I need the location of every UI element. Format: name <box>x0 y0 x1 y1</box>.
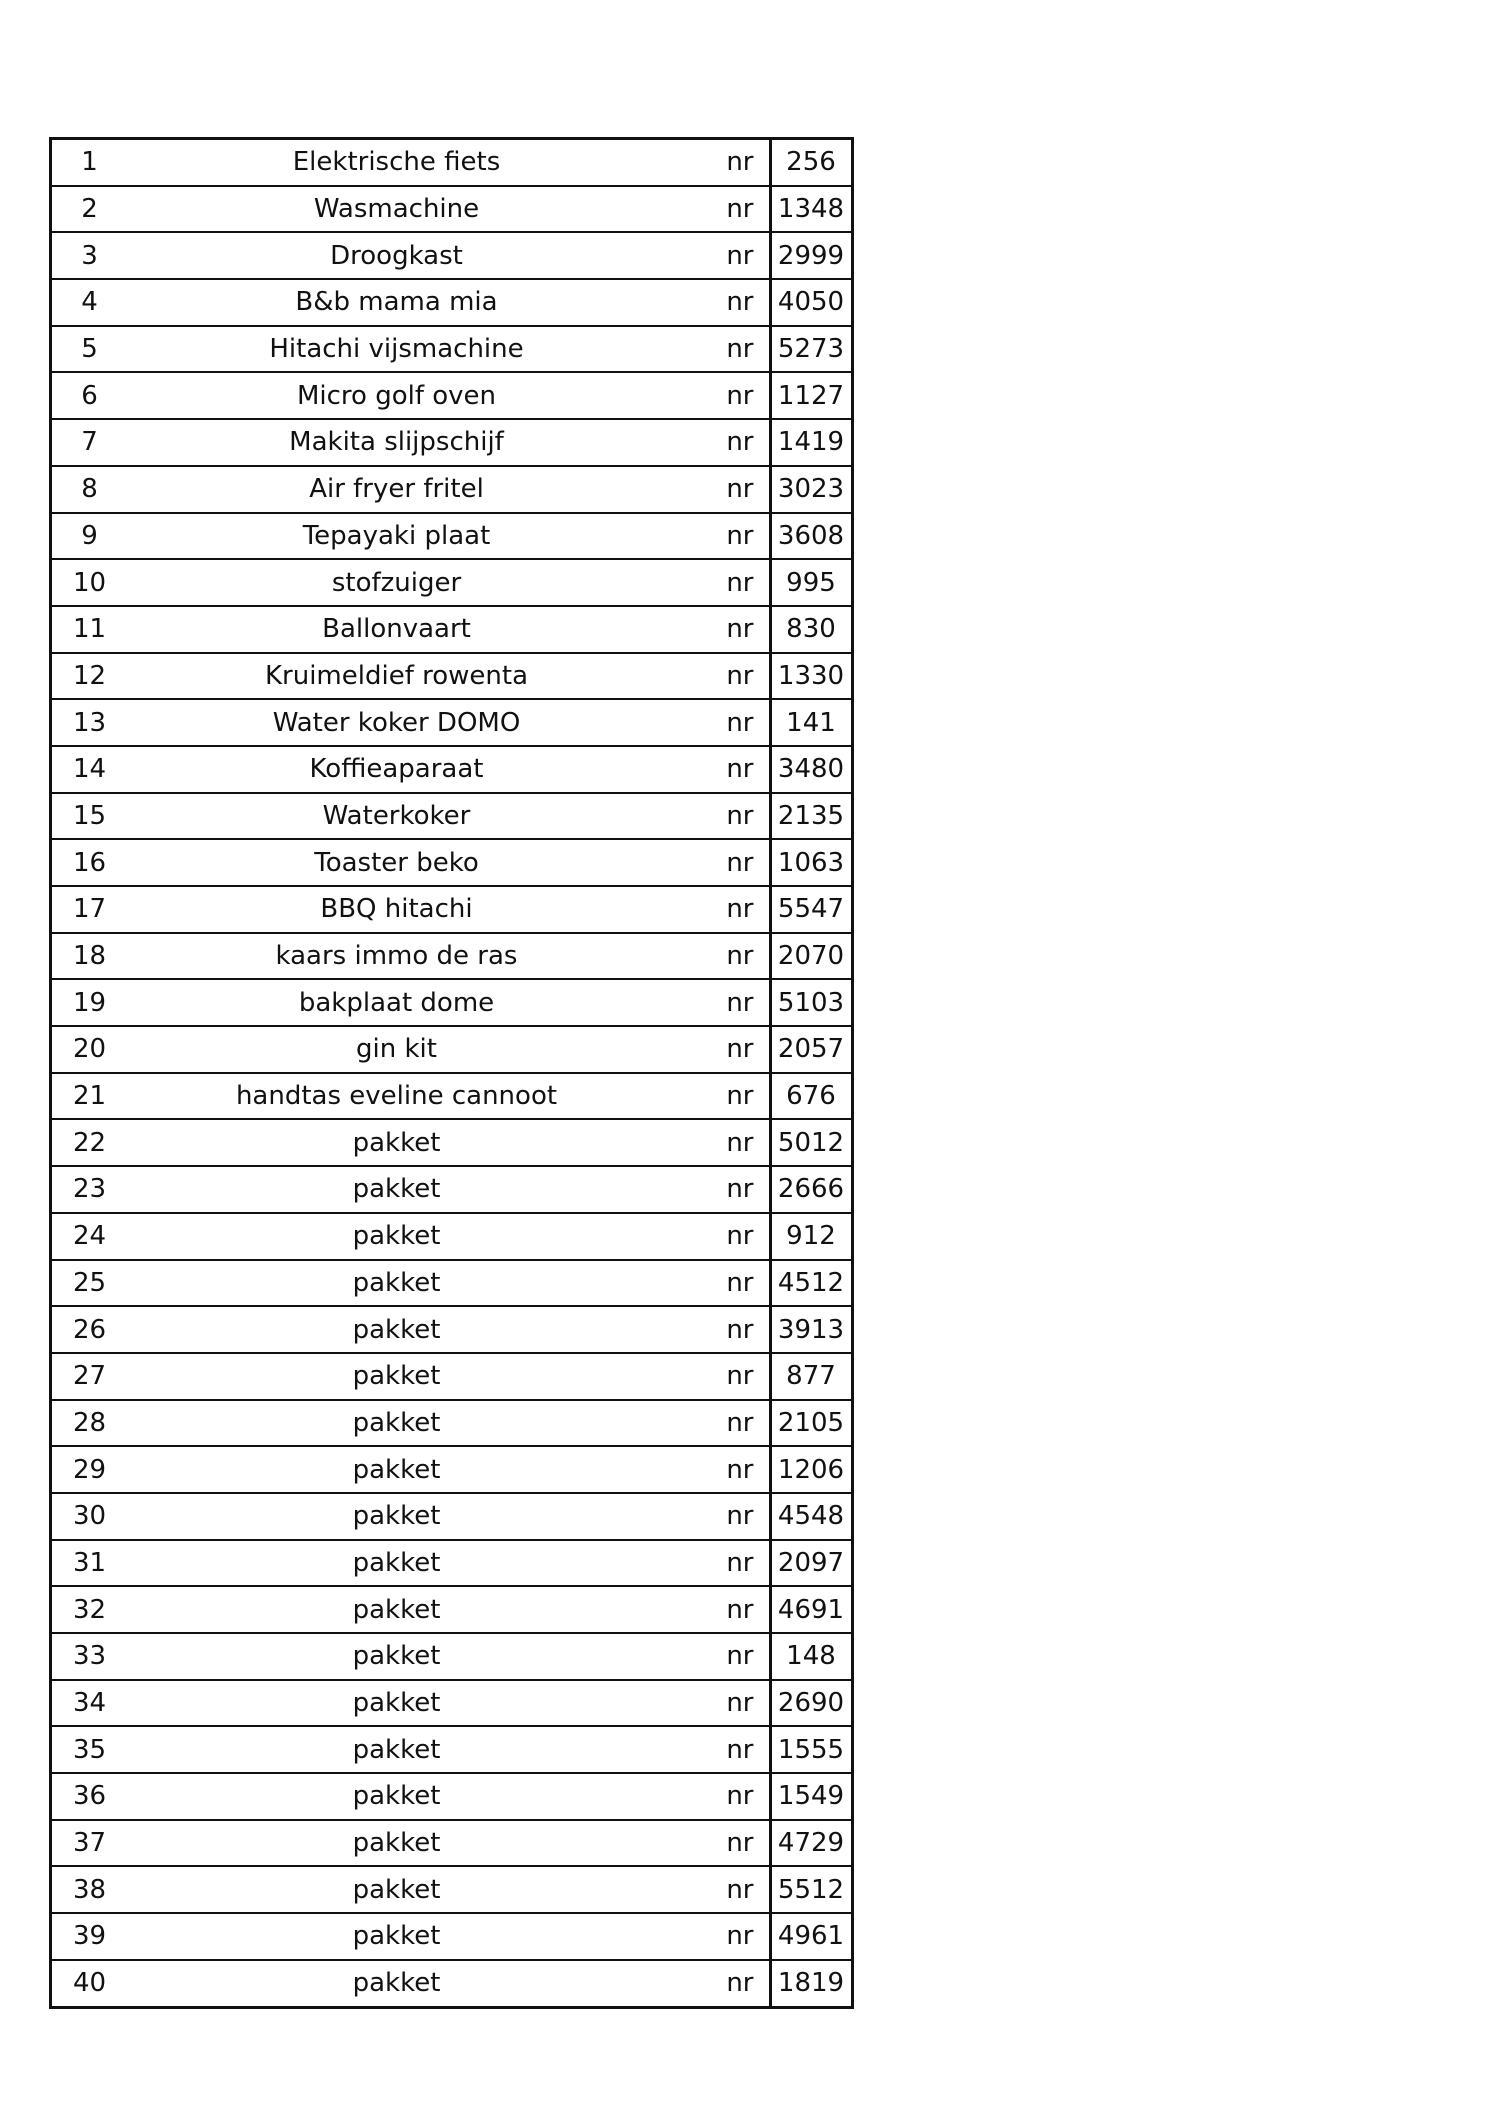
item-name-cell: bakplaat dome <box>127 979 617 1026</box>
ticket-number-cell: 4512 <box>770 1260 852 1307</box>
item-name-cell: pakket <box>127 1166 617 1213</box>
row-number-cell: 19 <box>51 979 128 1026</box>
table-row <box>51 1400 853 1447</box>
item-name-cell: Wasmachine <box>127 186 617 233</box>
table-row <box>51 1306 853 1353</box>
item-name-cell: pakket <box>127 1913 617 1960</box>
unit-cell: nr <box>617 1166 770 1213</box>
unit-cell: nr <box>617 699 770 746</box>
unit-cell: nr <box>617 1960 770 2007</box>
ticket-number-cell: 1063 <box>770 839 852 886</box>
table-row <box>51 1119 853 1166</box>
item-name-cell: pakket <box>127 1353 617 1400</box>
table-row <box>51 606 853 653</box>
ticket-number-cell: 2999 <box>770 232 852 279</box>
item-name-cell: Kruimeldief rowenta <box>127 653 617 700</box>
item-name-cell: kaars immo de ras <box>127 933 617 980</box>
item-name-cell: Air fryer fritel <box>127 466 617 513</box>
table-row <box>51 1026 853 1073</box>
row-number-cell: 34 <box>51 1680 128 1727</box>
row-number-cell: 5 <box>51 326 128 373</box>
row-number-cell: 37 <box>51 1820 128 1867</box>
unit-cell: nr <box>617 559 770 606</box>
item-name-cell: pakket <box>127 1820 617 1867</box>
unit-cell: nr <box>617 1586 770 1633</box>
item-name-cell: Hitachi vijsmachine <box>127 326 617 373</box>
ticket-number-cell: 5012 <box>770 1119 852 1166</box>
table-row <box>51 466 853 513</box>
unit-cell: nr <box>617 513 770 560</box>
table-row <box>51 1493 853 1540</box>
unit-cell: nr <box>617 1400 770 1447</box>
item-name-cell: pakket <box>127 1960 617 2007</box>
row-number-cell: 30 <box>51 1493 128 1540</box>
ticket-number-cell: 141 <box>770 699 852 746</box>
item-name-cell: Ballonvaart <box>127 606 617 653</box>
unit-cell: nr <box>617 1540 770 1587</box>
item-name-cell: stofzuiger <box>127 559 617 606</box>
row-number-cell: 2 <box>51 186 128 233</box>
item-name-cell: Waterkoker <box>127 793 617 840</box>
ticket-number-cell: 3913 <box>770 1306 852 1353</box>
prize-table <box>49 137 854 2009</box>
item-name-cell: Droogkast <box>127 232 617 279</box>
unit-cell: nr <box>617 933 770 980</box>
item-name-cell: BBQ hitachi <box>127 886 617 933</box>
row-number-cell: 11 <box>51 606 128 653</box>
row-number-cell: 39 <box>51 1913 128 1960</box>
item-name-cell: pakket <box>127 1306 617 1353</box>
unit-cell: nr <box>617 1773 770 1820</box>
row-number-cell: 3 <box>51 232 128 279</box>
ticket-number-cell: 3480 <box>770 746 852 793</box>
item-name-cell: B&b mama mia <box>127 279 617 326</box>
unit-cell: nr <box>617 1493 770 1540</box>
ticket-number-cell: 830 <box>770 606 852 653</box>
ticket-number-cell: 676 <box>770 1073 852 1120</box>
table-row <box>51 886 853 933</box>
unit-cell: nr <box>617 139 770 186</box>
table-row <box>51 1166 853 1213</box>
table-row <box>51 1820 853 1867</box>
item-name-cell: gin kit <box>127 1026 617 1073</box>
table-row <box>51 699 853 746</box>
unit-cell: nr <box>617 466 770 513</box>
row-number-cell: 12 <box>51 653 128 700</box>
ticket-number-cell: 4691 <box>770 1586 852 1633</box>
row-number-cell: 28 <box>51 1400 128 1447</box>
item-name-cell: Makita slijpschijf <box>127 419 617 466</box>
row-number-cell: 6 <box>51 372 128 419</box>
row-number-cell: 8 <box>51 466 128 513</box>
ticket-number-cell: 5273 <box>770 326 852 373</box>
ticket-number-cell: 1127 <box>770 372 852 419</box>
table-row <box>51 1073 853 1120</box>
ticket-number-cell: 912 <box>770 1213 852 1260</box>
table-row <box>51 372 853 419</box>
table-row <box>51 186 853 233</box>
item-name-cell: pakket <box>127 1540 617 1587</box>
ticket-number-cell: 877 <box>770 1353 852 1400</box>
unit-cell: nr <box>617 372 770 419</box>
table-row <box>51 559 853 606</box>
row-number-cell: 7 <box>51 419 128 466</box>
unit-cell: nr <box>617 1260 770 1307</box>
unit-cell: nr <box>617 279 770 326</box>
item-name-cell: Micro golf oven <box>127 372 617 419</box>
unit-cell: nr <box>617 1306 770 1353</box>
ticket-number-cell: 5512 <box>770 1866 852 1913</box>
ticket-number-cell: 4729 <box>770 1820 852 1867</box>
table-row <box>51 1353 853 1400</box>
unit-cell: nr <box>617 979 770 1026</box>
table-row <box>51 279 853 326</box>
ticket-number-cell: 4961 <box>770 1913 852 1960</box>
row-number-cell: 9 <box>51 513 128 560</box>
table-row <box>51 419 853 466</box>
table-row <box>51 746 853 793</box>
ticket-number-cell: 2057 <box>770 1026 852 1073</box>
row-number-cell: 21 <box>51 1073 128 1120</box>
row-number-cell: 23 <box>51 1166 128 1213</box>
row-number-cell: 4 <box>51 279 128 326</box>
ticket-number-cell: 256 <box>770 139 852 186</box>
ticket-number-cell: 2105 <box>770 1400 852 1447</box>
unit-cell: nr <box>617 886 770 933</box>
ticket-number-cell: 148 <box>770 1633 852 1680</box>
item-name-cell: Toaster beko <box>127 839 617 886</box>
unit-cell: nr <box>617 1633 770 1680</box>
row-number-cell: 25 <box>51 1260 128 1307</box>
table-row <box>51 1680 853 1727</box>
item-name-cell: pakket <box>127 1726 617 1773</box>
ticket-number-cell: 1819 <box>770 1960 852 2007</box>
unit-cell: nr <box>617 1726 770 1773</box>
ticket-number-cell: 5547 <box>770 886 852 933</box>
item-name-cell: Koffieaparaat <box>127 746 617 793</box>
table-row <box>51 1260 853 1307</box>
unit-cell: nr <box>617 746 770 793</box>
unit-cell: nr <box>617 1820 770 1867</box>
item-name-cell: pakket <box>127 1493 617 1540</box>
row-number-cell: 40 <box>51 1960 128 2007</box>
ticket-number-cell: 3608 <box>770 513 852 560</box>
ticket-number-cell: 995 <box>770 559 852 606</box>
table-row <box>51 653 853 700</box>
unit-cell: nr <box>617 186 770 233</box>
unit-cell: nr <box>617 326 770 373</box>
table-row <box>51 1633 853 1680</box>
table-row <box>51 139 853 186</box>
item-name-cell: pakket <box>127 1119 617 1166</box>
item-name-cell: Tepayaki plaat <box>127 513 617 560</box>
unit-cell: nr <box>617 1866 770 1913</box>
table-row <box>51 232 853 279</box>
ticket-number-cell: 2135 <box>770 793 852 840</box>
row-number-cell: 31 <box>51 1540 128 1587</box>
ticket-number-cell: 2097 <box>770 1540 852 1587</box>
item-name-cell: pakket <box>127 1446 617 1493</box>
row-number-cell: 35 <box>51 1726 128 1773</box>
ticket-number-cell: 1330 <box>770 653 852 700</box>
ticket-number-cell: 1419 <box>770 419 852 466</box>
row-number-cell: 13 <box>51 699 128 746</box>
unit-cell: nr <box>617 1680 770 1727</box>
row-number-cell: 27 <box>51 1353 128 1400</box>
table-row <box>51 326 853 373</box>
row-number-cell: 20 <box>51 1026 128 1073</box>
row-number-cell: 17 <box>51 886 128 933</box>
item-name-cell: pakket <box>127 1633 617 1680</box>
unit-cell: nr <box>617 419 770 466</box>
item-name-cell: pakket <box>127 1680 617 1727</box>
unit-cell: nr <box>617 1119 770 1166</box>
prize-table-body <box>51 139 853 2008</box>
table-row <box>51 1913 853 1960</box>
table-row <box>51 1866 853 1913</box>
row-number-cell: 18 <box>51 933 128 980</box>
unit-cell: nr <box>617 1213 770 1260</box>
table-row <box>51 1773 853 1820</box>
item-name-cell: pakket <box>127 1213 617 1260</box>
unit-cell: nr <box>617 232 770 279</box>
item-name-cell: handtas eveline cannoot <box>127 1073 617 1120</box>
ticket-number-cell: 3023 <box>770 466 852 513</box>
row-number-cell: 29 <box>51 1446 128 1493</box>
ticket-number-cell: 2070 <box>770 933 852 980</box>
ticket-number-cell: 2666 <box>770 1166 852 1213</box>
table-row <box>51 793 853 840</box>
ticket-number-cell: 5103 <box>770 979 852 1026</box>
unit-cell: nr <box>617 793 770 840</box>
table-row <box>51 1213 853 1260</box>
table-row <box>51 1960 853 2007</box>
item-name-cell: pakket <box>127 1260 617 1307</box>
table-row <box>51 839 853 886</box>
item-name-cell: Water koker DOMO <box>127 699 617 746</box>
unit-cell: nr <box>617 839 770 886</box>
ticket-number-cell: 2690 <box>770 1680 852 1727</box>
item-name-cell: pakket <box>127 1586 617 1633</box>
table-row <box>51 1726 853 1773</box>
ticket-number-cell: 1555 <box>770 1726 852 1773</box>
row-number-cell: 26 <box>51 1306 128 1353</box>
ticket-number-cell: 1206 <box>770 1446 852 1493</box>
unit-cell: nr <box>617 1026 770 1073</box>
unit-cell: nr <box>617 606 770 653</box>
ticket-number-cell: 1348 <box>770 186 852 233</box>
unit-cell: nr <box>617 1353 770 1400</box>
ticket-number-cell: 1549 <box>770 1773 852 1820</box>
unit-cell: nr <box>617 1913 770 1960</box>
row-number-cell: 1 <box>51 139 128 186</box>
row-number-cell: 22 <box>51 1119 128 1166</box>
row-number-cell: 14 <box>51 746 128 793</box>
item-name-cell: pakket <box>127 1773 617 1820</box>
table-row <box>51 979 853 1026</box>
row-number-cell: 33 <box>51 1633 128 1680</box>
unit-cell: nr <box>617 1446 770 1493</box>
ticket-number-cell: 4050 <box>770 279 852 326</box>
row-number-cell: 24 <box>51 1213 128 1260</box>
row-number-cell: 15 <box>51 793 128 840</box>
row-number-cell: 36 <box>51 1773 128 1820</box>
table-row <box>51 933 853 980</box>
unit-cell: nr <box>617 1073 770 1120</box>
table-row <box>51 1540 853 1587</box>
item-name-cell: Elektrische fiets <box>127 139 617 186</box>
table-row <box>51 1586 853 1633</box>
row-number-cell: 16 <box>51 839 128 886</box>
item-name-cell: pakket <box>127 1400 617 1447</box>
unit-cell: nr <box>617 653 770 700</box>
row-number-cell: 10 <box>51 559 128 606</box>
table-row <box>51 1446 853 1493</box>
ticket-number-cell: 4548 <box>770 1493 852 1540</box>
item-name-cell: pakket <box>127 1866 617 1913</box>
table-row <box>51 513 853 560</box>
row-number-cell: 32 <box>51 1586 128 1633</box>
row-number-cell: 38 <box>51 1866 128 1913</box>
